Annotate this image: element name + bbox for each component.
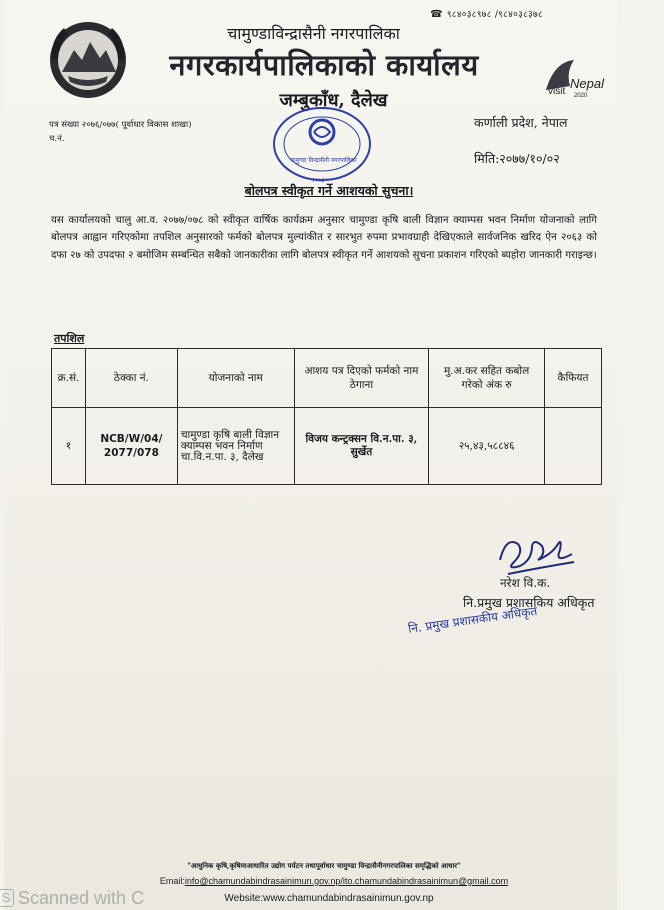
scanner-watermark	[0, 888, 144, 909]
table-header-row	[52, 349, 602, 408]
header-serial: क्र.सं.	[52, 349, 86, 408]
footer-slogan: "आधुनिक कृषि,कृषिमाआधारित उद्योग पर्यटन तथापूर्वाधार चामुण्डा विन्द्रासैनीनगरपालिका समृद्धिको आधार"	[187, 861, 461, 870]
cell-amount: २५,४३,५८८४६	[429, 408, 545, 485]
signatory-post: नि.प्रमुख प्रशासकिय अधिकृत	[463, 595, 595, 610]
email-label: Email:	[159, 876, 185, 886]
letter-number: पत्र संख्या २०७६/०७७( पूर्वाधार विकास शाखा)	[49, 120, 192, 130]
cell-remarks	[545, 408, 602, 485]
municipality-name: चामुण्डाविन्द्रासैनी नगरपालिका	[227, 24, 400, 43]
scanner-logo-icon: S	[0, 889, 14, 907]
cell-project-name: चामुण्डा कृषि बाली विज्ञान क्याम्पस भवन निर्माण चा.वि.न.पा. ३, दैलेख	[177, 408, 294, 485]
phone-icon: ☎	[430, 9, 443, 20]
svg-text:Nepal: Nepal	[570, 76, 604, 91]
reference-block	[49, 118, 192, 146]
office-seal-stamp	[270, 104, 374, 186]
signatory-stamp: नि. प्रमुख प्रशासकीय अधिकृत	[407, 603, 539, 636]
svg-text:चामुण्डा विन्द्रासैनी नगरपालिक: चामुण्डा विन्द्रासैनी नगरपालिका	[290, 157, 357, 164]
cell-firm: विजय कन्ट्रक्सन वि.न.पा. ३, सुर्खेत	[294, 408, 429, 485]
cell-serial: १	[52, 408, 86, 485]
letter-date: मिति:२०७७/१०/०२	[474, 151, 560, 166]
footer-website: Website:www.chamundabindrasainimun.gov.np	[224, 893, 434, 904]
signatory-name: नरेश वि.क.	[500, 576, 551, 590]
office-address: जम्बुकाँध, दैलेख	[279, 90, 388, 111]
svg-text:2020: 2020	[574, 93, 588, 99]
details-label: तपशिल	[54, 332, 85, 345]
watermark-text: Scanned with C	[18, 888, 145, 908]
email-address: info@chamundabindrasainimun.gov.np/ito.chamundabindrasainimun@gmail.com	[184, 876, 509, 886]
header-amount: मु.अ.कर सहित कबोल गरेको अंक रु	[429, 349, 545, 408]
header-firm: आशय पत्र दिएको फर्मको नाम ठेगाना	[294, 349, 429, 408]
document-page	[4, 0, 617, 910]
cell-contract-no: NCB/W/04/ 2077/078	[85, 408, 177, 485]
contract-details-table	[51, 348, 602, 485]
footer-email	[4, 876, 664, 886]
notice-heading: बोलपत्र स्वीकृत गर्ने आशयको सुचना।	[244, 183, 414, 198]
dispatch-number: च.नं.	[49, 134, 65, 144]
phone-number: ☎ ९८४०३८९७८ /९८४०३८३७८	[430, 9, 543, 20]
office-title: नगरकार्यपालिकाको कार्यालय	[169, 48, 479, 82]
table-row	[52, 408, 602, 485]
svg-text:visit: visit	[548, 86, 566, 97]
svg-text:२०७३: २०७३	[312, 177, 325, 184]
notice-body: यस कार्यालयको चालु आ.व. २०७७/०७८ को स्वीकृत वार्षिक कार्यक्रम अनुसार चामुण्डा कृषि बाली विज्ञान क्याम्पस भवन निर्माण योजनाको लागि बोलपत्र आह्वान गरिएकोमा तपशिल अनुसारको फर्मको बोलपत्र मुल्यांकीत र सारभुत रुपमा प्रभावग्राही देखिएकाले सार्वजनिक खरिद ऐन २०६३ को दफा २७ को उपदफा २ बमोजिम सम्बन्धित सबैको जानकारीका लागि बोलपत्र स्वीकृत गर्ने आशयको सुचना प्रकाशन गरिएको ब्यहोरा जानकारी गराइन्छ।	[51, 215, 597, 261]
header-contract-no: ठेक्का नं.	[85, 349, 177, 408]
province-line: कर्णाली प्रदेश, नेपाल	[474, 115, 568, 130]
header-remarks: कैफियत	[545, 349, 602, 408]
header-project-name: योजनाको नाम	[177, 349, 294, 408]
